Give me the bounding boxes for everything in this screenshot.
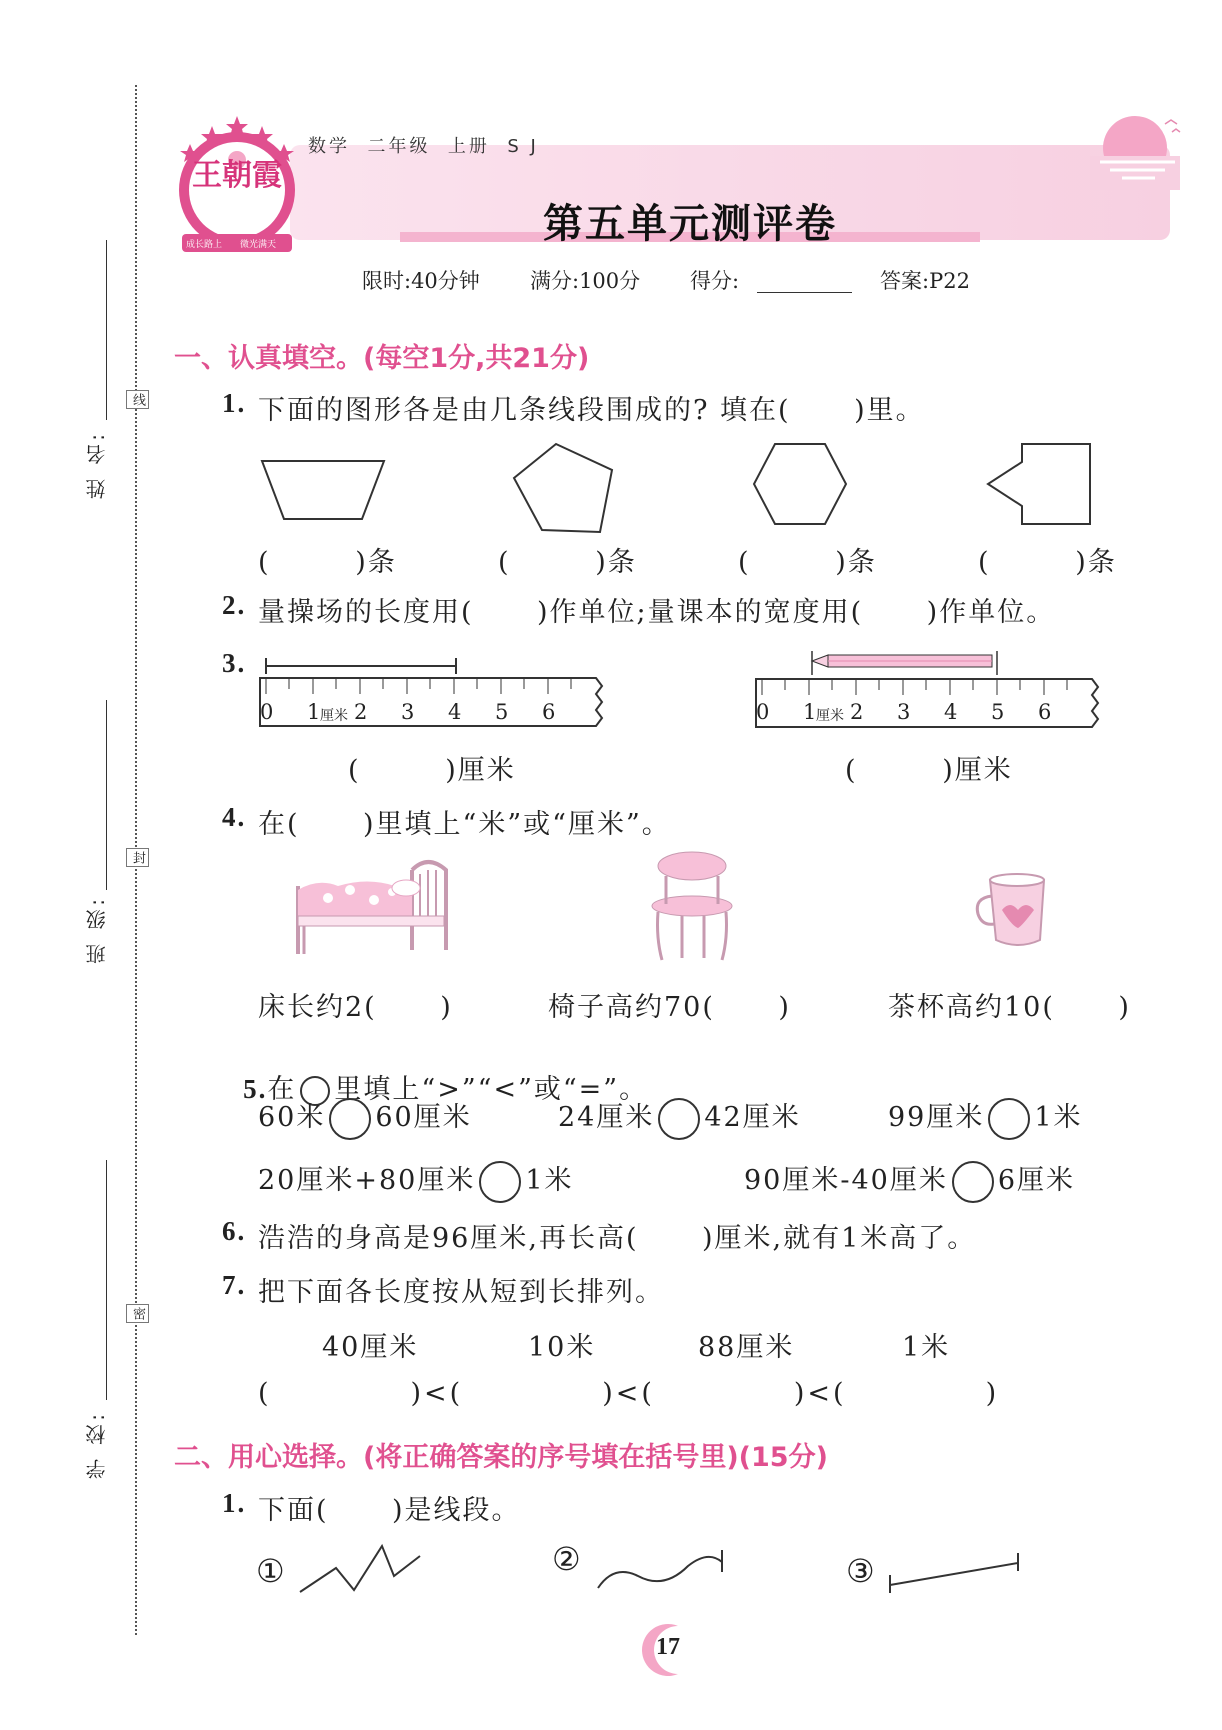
q1-number: 1.	[222, 388, 247, 418]
q7-order-blanks[interactable]: ( )<( )<( )<( )	[258, 1378, 1000, 1409]
ruler-left-unit: 厘米	[320, 708, 348, 724]
logo-text: 王朝霞	[192, 158, 282, 193]
q2-number: 2.	[222, 590, 247, 620]
compare-circle-input[interactable]	[479, 1161, 521, 1203]
ruler-right-tick-4: 4	[944, 700, 958, 724]
compare-right: 60厘米	[375, 1102, 472, 1133]
q4-item-bed[interactable]: 床长约2( )	[258, 992, 453, 1023]
meta-score: 得分:	[690, 269, 740, 293]
q5-compare-5	[744, 1158, 1075, 1203]
compare-left: 20厘米+80厘米	[258, 1165, 476, 1196]
ruler-right-tick-3: 3	[897, 700, 911, 724]
cut-label-feng: 封	[126, 848, 149, 867]
q6-number: 6.	[222, 1216, 247, 1246]
ruler-left-tick-1: 1	[307, 700, 321, 724]
subject-line: 数学 二年级 上册 S J	[308, 136, 539, 157]
chair-image	[648, 848, 738, 963]
curve-line-option	[592, 1540, 732, 1600]
compare-circle-input[interactable]	[952, 1161, 994, 1203]
name-label: 姓 名:	[85, 430, 109, 500]
cut-label-mi: 密	[126, 1304, 149, 1323]
school-label: 学 校:	[85, 1410, 109, 1480]
compare-circle-input[interactable]	[658, 1098, 700, 1140]
q1-blank-1[interactable]: ( )条	[258, 547, 397, 578]
compare-right: 42厘米	[704, 1102, 801, 1133]
q1-blank-4[interactable]: ( )条	[978, 547, 1117, 578]
compare-circle-input[interactable]	[329, 1098, 371, 1140]
score-blank-line	[757, 292, 852, 293]
meta-full: 满分:100分	[530, 269, 641, 293]
ruler-left-tick-6: 6	[542, 700, 556, 724]
q6-text: 浩浩的身高是96厘米,再长高( )厘米,就有1米高了。	[258, 1223, 977, 1254]
ruler-left-tick-2: 2	[354, 700, 368, 724]
q7-text: 把下面各长度按从短到长排列。	[258, 1277, 664, 1308]
sunset-icon	[1080, 110, 1190, 190]
q3-blank-2[interactable]: ( )厘米	[845, 755, 1013, 786]
q5-compare-4	[258, 1158, 574, 1203]
q5-compare-1	[258, 1095, 472, 1140]
compare-right: 1米	[525, 1165, 574, 1196]
ruler-right-tick-6: 6	[1038, 700, 1052, 724]
ruler-left-tick-3: 3	[401, 700, 415, 724]
q2-text: 量操场的长度用( )作单位;量课本的宽度用( )作单位。	[258, 597, 1056, 628]
s2-q1-text: 下面( )是线段。	[258, 1495, 521, 1526]
q7-item-1: 40厘米	[322, 1332, 419, 1363]
compare-right: 6厘米	[997, 1165, 1076, 1196]
q1-text: 下面的图形各是由几条线段围成的? 填在( )里。	[258, 395, 925, 426]
compare-circle-input[interactable]	[988, 1098, 1030, 1140]
q7-item-2: 10米	[528, 1332, 596, 1363]
ruler-left-tick-4: 4	[448, 700, 462, 724]
trapezoid-shape	[258, 455, 388, 525]
meta-answer: 答案:P22	[880, 269, 970, 293]
q5-number: 5.	[243, 1074, 268, 1104]
school-line	[106, 1160, 107, 1400]
q4-item-chair[interactable]: 椅子高约70( )	[548, 992, 791, 1023]
class-line	[106, 700, 107, 890]
segment-line-option	[884, 1545, 1024, 1595]
q7-number: 7.	[222, 1270, 247, 1300]
q5-text-before: 在	[267, 1074, 297, 1105]
ruler-left-tick-5: 5	[495, 700, 509, 724]
section1-title: 一、认真填空。(每空1分,共21分)	[174, 343, 590, 374]
ruler-right-unit: 厘米	[816, 708, 844, 724]
ruler-right-tick-0: 0	[756, 700, 770, 724]
hexagon-shape	[750, 440, 850, 528]
compare-left: 90厘米-40厘米	[744, 1165, 948, 1196]
logo-slogan-left: 成长路上	[186, 240, 223, 250]
name-line	[106, 240, 107, 420]
class-label: 班 级:	[85, 895, 109, 965]
q1-blank-3[interactable]: ( )条	[738, 547, 877, 578]
section2-title: 二、用心选择。(将正确答案的序号填在括号里)(15分)	[174, 1442, 828, 1473]
q3-number: 3.	[222, 648, 247, 678]
pentagon-shape	[508, 440, 618, 540]
logo-slogan-right: 微光满天	[240, 240, 277, 250]
q5-text-after: 里填上“>”“<”或“=”。	[334, 1074, 649, 1105]
arrow-pentagon-shape	[982, 440, 1094, 528]
q1-blank-2[interactable]: ( )条	[498, 547, 637, 578]
q4-text: 在( )里填上“米”或“厘米”。	[258, 809, 671, 840]
page-title: 第五单元测评卷	[543, 201, 837, 247]
option-2-label[interactable]: ②	[552, 1540, 581, 1578]
compare-left: 60米	[258, 1102, 326, 1133]
q4-number: 4.	[222, 802, 247, 832]
q5-compare-2	[558, 1095, 801, 1140]
ruler-right-tick-2: 2	[850, 700, 864, 724]
q7-item-3: 88厘米	[698, 1332, 795, 1363]
ruler-right-tick-5: 5	[991, 700, 1005, 724]
q4-item-cup[interactable]: 茶杯高约10( )	[888, 992, 1131, 1023]
bed-image	[288, 850, 458, 960]
ruler-left-tick-0: 0	[260, 700, 274, 724]
compare-right: 1米	[1034, 1102, 1083, 1133]
option-3-label[interactable]: ③	[846, 1552, 875, 1590]
teacup-image	[972, 870, 1052, 950]
q7-item-4: 1米	[902, 1332, 951, 1363]
s2-q1-number: 1.	[222, 1488, 247, 1518]
compare-left: 24厘米	[558, 1102, 655, 1133]
q5-compare-3	[888, 1095, 1083, 1140]
page-number: 17	[656, 1634, 680, 1660]
option-1-label[interactable]: ①	[256, 1552, 285, 1590]
meta-time: 限时:40分钟	[362, 269, 480, 293]
q3-blank-1[interactable]: ( )厘米	[348, 755, 516, 786]
cut-label-xian: 线	[126, 390, 149, 409]
compare-left: 99厘米	[888, 1102, 985, 1133]
zigzag-line-option	[296, 1540, 426, 1600]
ruler-right-tick-1: 1	[803, 700, 817, 724]
